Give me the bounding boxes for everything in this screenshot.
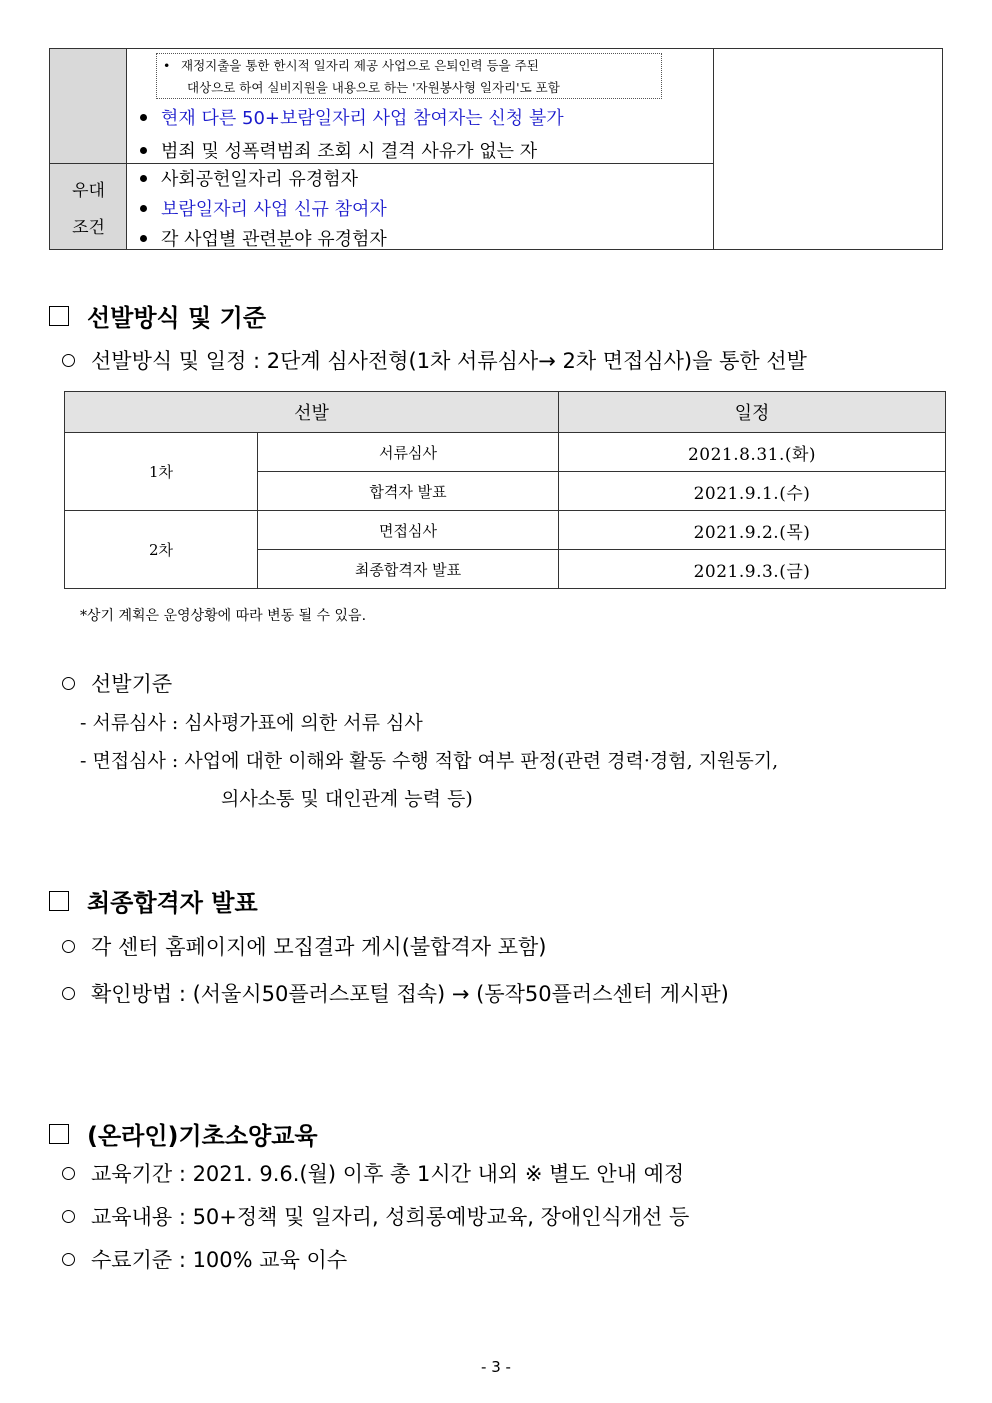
criteria-title: 선발기준 [62,668,172,698]
preference-label [50,164,127,250]
note-box [156,53,662,99]
note-line-1: 재정지출을 통한 한시적 일자리 제공 사업으로 은퇴인력 등을 주된 [181,58,539,73]
circle-bullet-icon [62,677,75,690]
row-divider [50,163,713,164]
note-line-2: 대상으로 하여 실비지원을 내용으로 하는 '자원봉사형 일자리'도 포함 [187,80,560,95]
checkbox-square-icon [49,1124,69,1144]
step-cell: 서류심사 [258,433,559,472]
bullet-icon [140,205,147,212]
bullet-icon [140,235,147,242]
page-number: - 3 - [481,1358,511,1376]
column-divider [713,49,714,249]
step-cell: 최종합격자 발표 [258,550,559,589]
circle-bullet-icon [62,354,75,367]
criteria-interview-cont: 의사소통 및 대인관계 능력 등) [221,788,473,810]
preference-label-bottom: 조건 [72,218,105,238]
stage-label: 1차 [65,433,258,511]
date-cell: 2021.9.3.(금) [559,550,946,589]
preference-row: 사회공헌일자리 유경험자 [140,165,358,191]
criteria-interview: - 면접심사 : 사업에 대한 이해와 활동 수행 적합 여부 판정(관련 경력·경험, 지원동기, [80,750,779,772]
date-cell: 2021.8.31.(화) [559,433,946,472]
date-cell: 2021.9.1.(수) [559,472,946,511]
header-selection: 선발 [65,392,559,433]
header-schedule: 일정 [559,392,946,433]
footnote: *상기 계획은 운영상황에 따라 변동 될 수 있음. [80,608,367,624]
step-cell: 합격자 발표 [258,472,559,511]
eligibility-row: 범죄 및 성폭력범죄 조회 시 결격 사유가 없는 자 [140,137,537,163]
stage-label: 2차 [65,511,258,589]
bullet-icon [140,175,147,182]
bullet-icon [140,147,147,154]
criteria-document: - 서류심사 : 심사평가표에 의한 서류 심사 [80,712,423,734]
section-heading-education: (온라인)기초소양교육 [49,1116,318,1151]
education-item: 교육기간 : 2021. 9.6.(월) 이후 총 1시간 내외 ※ 별도 안내 예정 [62,1158,684,1188]
schedule-table [64,391,946,589]
bullet-icon [140,114,147,121]
education-item: 교육내용 : 50+정책 및 일자리, 성희롱예방교육, 장애인식개선 등 [62,1201,689,1231]
eligibility-row: 현재 다른 50+보람일자리 사업 참여자는 신청 불가 [140,104,564,130]
selection-method: 선발방식 및 일정 : 2단계 심사전형(1차 서류심사→ 2차 면접심사)을 통한 선발 [62,345,807,375]
preference-row: 각 사업별 관련분야 유경험자 [140,225,387,251]
circle-bullet-icon [62,1210,75,1223]
table-row [65,433,946,472]
checkbox-square-icon [49,891,69,911]
schedule-header-row [65,392,946,433]
table-row [65,511,946,550]
checkbox-square-icon [49,306,69,326]
circle-bullet-icon [62,987,75,1000]
circle-bullet-icon [62,1253,75,1266]
eligibility-table [49,48,943,250]
step-cell: 면접심사 [258,511,559,550]
section-heading-announcement: 최종합격자 발표 [49,883,258,918]
announcement-item: 확인방법 : (서울시50플러스포털 접속) → (동작50플러스센터 게시판) [62,978,729,1008]
preference-label-top: 우대 [72,181,105,201]
education-item: 수료기준 : 100% 교육 이수 [62,1244,347,1274]
bullet-icon: • [163,58,171,73]
section-heading-selection: 선발방식 및 기준 [49,298,266,333]
date-cell: 2021.9.2.(목) [559,511,946,550]
announcement-item: 각 센터 홈페이지에 모집결과 게시(불합격자 포함) [62,931,546,961]
circle-bullet-icon [62,940,75,953]
preference-row: 보람일자리 사업 신규 참여자 [140,195,387,221]
circle-bullet-icon [62,1167,75,1180]
